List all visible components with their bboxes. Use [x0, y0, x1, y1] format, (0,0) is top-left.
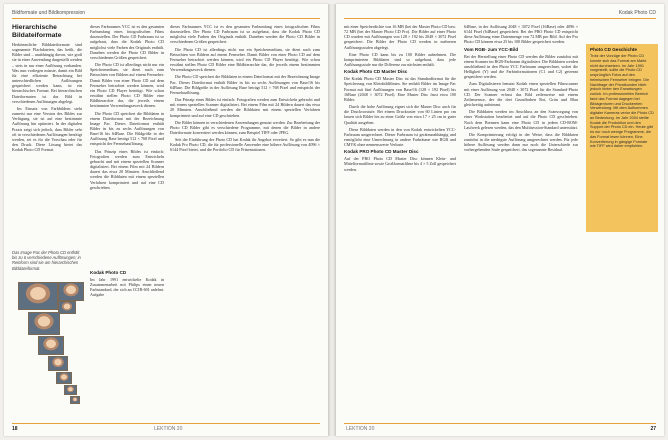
paragraph: dieses Farbraumes YCC ist es den gesamten Farbumfang eines fotografischen Films darzustellen. Der Photo CD Farbraum ist so aufgebaut, dass die Kodak Photo CD möglichst viele Farben des Originals enthält. Daneben werden die Photo CD Bilder in verschiedenen Größen gespeichert. — [170, 24, 320, 45]
right-page — [336, 4, 664, 436]
paragraph: mit einer Speicherdichte von 16 MB (bei der Master Photo CD bzw. 72 MB (bei der Master Photo CD Pro). Die Bilder auf einer Photo CD wurden mit Auflösungen von 128 × 192 bis 2048 × 3072 Pixel gespeichert. Die Bilder der Photo CD werden in mehreren Auflösungsstufen abgelegt. — [344, 24, 456, 50]
photo-thumbnail — [18, 282, 58, 310]
paragraph: Eine Photo CD kann bis zu 100 Bilder aufnehmen. Die komprimierten Bilddaten sind so aufgebaut, dass jede Auflösungsstufe nur die Differenz zur nächsten enthält. — [344, 51, 456, 68]
paragraph: Diese Bilddaten werden in den von Kodak entwickelten YCC-Farbraum umgerechnet. Dieser Farbraum ist geräteunabhängig und ermöglicht eine Umrechnung in andere Farbräume wie RGB und CMYK ohne nennenswerte Verluste. — [344, 126, 456, 148]
paragraph: Die Photo CD ist allerdings nicht nur ein Speichermedium, sie dient auch zum Betrachten von Bildern auf einem Fernseher. Damit Bilder von einer Photo CD auf dem Fernseher betrachtet werden können, wird ein Photo CD Player benötigt. Wie schon erwähnt stellen Photo CD Bilder eine Bildhierarchie dar, die jeweils einem bestimmten Verwendungszweck dienen. — [170, 46, 320, 73]
page-number: 18 — [12, 426, 18, 432]
subheading: Kodak Photo CD Master Disc — [344, 69, 408, 75]
photo-thumbnail — [28, 312, 60, 335]
paragraph: Das Prinzip eines Bildes ist einfach: Fotografien werden zum Entwickeln gebracht und mit einem speziellen Scanner digitalisiert. Bei einem Film mit 24 Bildern dauert das etwa 20 Minuten. Anschließend werden die Bilddaten mit einem speziellen Verfahren komprimiert und auf eine CD geschrieben. — [170, 97, 320, 118]
photo-thumbnail — [64, 385, 77, 395]
sidebar-title: Photo CD Geschichte — [590, 47, 637, 52]
sidebar-body: Trotz der Vorzüge der Photo CD konnte sich das Format am Markt nicht durchsetzen. Im Jahr 1991 vorgestellt, sollte die Photo CD ursprünglich Fotos auf den heimischen Fernseher bringen. Die Nachfrage der Privatkunden blieb jedoch hinter den Erwartungen zurück. Im professionellen Bereich fand das Format dagegen bei Bildagenturen und Druckereien Verwendung. Mit dem Aufkommen digitaler Kameras verlor die Photo CD an Bedeutung. Im Jahr 2004 stellte Kodak die Produktion und den Support der Photo CD ein. Heute gibt es nur noch wenige Programme, die das Format lesen können. Eine Konvertierung in gängige Formate wie TIFF wird daher empfohlen. — [590, 54, 654, 149]
photo-thumbnail — [38, 336, 64, 355]
running-footer: LEKTION 20 — [154, 426, 183, 432]
photo-thumbnail — [58, 282, 84, 301]
page-number: 27 — [650, 426, 656, 432]
paragraph: Auf der PRO Photo CD Master Disc können Klein- und Mittelformatfilme sowie Großformatfilme bis 4 × 5 Zoll gespeichert werden. — [344, 156, 456, 172]
header-rule — [12, 18, 320, 19]
photo-thumbnail — [56, 372, 72, 384]
left-page — [4, 4, 328, 436]
paragraph: Die Bilder können in verschiedenen Anwendungen genutzt werden. Zur Bearbeitung der Photo CD Bilder gibt es verschiedene Programme, mit denen die Bilder in andere Dateiformate konvertiert werden können, zum Beispiel TIFF oder JPEG. — [170, 119, 320, 135]
paragraph: Bei der Herstellung einer Photo CD werden die Bilder zunächst mit einem Scanner im RGB-Farbraum digitalisiert. Die Bilddaten werden anschließend in den Photo YCC Farbraum umgerechnet, wobei die Helligkeit (Y) und die Farbinformationen (C1 und C2) getrennt gespeichert werden. — [464, 53, 578, 80]
paragraph: Die Photo CD speichert die Bilddaten in einem Dateiformat mit der Bezeichnung Image Pac. Dieses Dateiformat enthält Bilder in bis zu sechs Auflösungen von Base/16 bis 64Base. Die Bildgröße in der Auflösung Base beträgt 512 × 768 Pixel und entspricht der Fernsehauflösung. — [90, 110, 164, 147]
paragraph: Zum Digitalisieren benutzt Kodak einen speziellen Filmscanner mit einer Auflösung von 2048 × 3072 Pixel für die Standard-Photo CD. Der Scanner erfasst das Bild zeilenweise mit einem Zeilensensor, der die drei Grundfarben Rot, Grün und Blau gleichzeitig aufnimmt. — [464, 81, 578, 108]
paragraph: dieses Farbraumes YCC ist es den gesamten Farbumfang eines fotografischen Films darzustellen. Der Photo CD Farbraum ist so aufgebaut, dass die Kodak Photo CD möglichst viele Farben des Originals enthält. Daneben werden die Photo CD Bilder in verschiedenen Größen gespeichert. — [90, 24, 164, 60]
left-col-2 — [170, 24, 320, 420]
subheading: Kodak PRO Photo CD Master Disc — [344, 149, 419, 155]
paragraph: Durch die hohe Auflösung eignet sich die Master Disc auch für die Druckvorstufe. Bei einem Druckraster von 60 Linien pro cm lassen sich Bilder bis zu einer Größe von etwa 17 × 25 cm in guter Qualität ausgeben. — [344, 104, 456, 125]
running-footer: LEKTION 20 — [346, 426, 375, 432]
paragraph: Die Photo CD ist allerdings nicht nur ein Speichermedium, sie dient auch zum Betrachten von Bildern auf einem Fernseher. Damit Bilder von einer Photo CD auf dem Fernseher betrachtet werden können, wird ein Photo CD Player benötigt. Wie schon erwähnt stellen Photo CD Bilder eine Bildhierarchie dar, die jeweils einem bestimmten Verwendungszweck dienen. — [90, 62, 164, 109]
image-pac-illustration — [18, 282, 88, 412]
header-rule — [344, 18, 656, 19]
left-col-1b — [90, 268, 164, 328]
section-heading: Hierarchische Bildateiformate — [12, 24, 62, 39]
left-col-1 — [12, 24, 82, 174]
paragraph: Seit der Einführung der Photo CD hat Kodak ihr Angebot erweitert. So gibt es nun die Kodak Pro Photo CD, die für professionelle Anwender eine höhere Auflösung von 4096 × 6144 Pixel bietet, und die Portfolio CD für Präsentationen. — [170, 137, 320, 153]
subheading: Kodak Photo CD — [90, 270, 127, 275]
right-col-2 — [464, 24, 578, 420]
figure-caption: Das Image Pac der Photo CD enthält bis zu 6 verschiedene Auflösungen; in Reinform sind sie am hierarchischen Bilddateiformat. — [12, 250, 81, 271]
photo-thumbnail — [58, 301, 76, 314]
running-header: Kodak Photo CD — [618, 10, 656, 16]
page-gutter — [328, 4, 336, 436]
photo-thumbnail — [48, 356, 68, 371]
subheading: Vom RGB- zum YCC-Bild — [464, 46, 519, 52]
paragraph: 64Base, in der Auflösung 2048 × 3072 Pixel (16Base) oder 4096 × 6144 Pixel (64Base) gespeichert. Bei der PRO Photo CD entspricht diese Auflösung einer Datenmenge von 72 MB pro Bild. Auf der Pro Photo CD können etwa 25 bis 100 Bilder gespeichert werden. — [464, 24, 578, 45]
photo-thumbnail — [70, 396, 80, 404]
footer-rule — [12, 423, 320, 424]
paragraph: Die Komprimierung erfolgt in der Weise, dass die Bilddaten zunächst in die niedrigste Auflösung umgerechnet werden. Für jede höhere Auflösung werden dann nur noch die Unterschiede zur vorhergehenden Stufe gespeichert, das sogenannte Residual. — [464, 131, 578, 153]
left-col-1c — [90, 24, 164, 264]
paragraph: Herkömmliche Bilddateiformate sind sogenannte Flachdateien, das heißt, die Bilder sind – unabhängig davon, wie groß sie in einer Anwendung dargestellt werden – stets in nur einer Auflösung vorhanden. Was nun vorliegen müsste, damit ein Bild für eine effiziente Betrachtung bei unterschiedlichen Auflösungen gespeichert werden kann, ist ein hierarchisches Format. Bei hierarchischen Dateiformaten ist das Bild in verschiedenen Auflösungen abgelegt. — [12, 42, 82, 104]
paragraph: Im Einsatz von Farbbildern steht zumeist nur eine Version des Bildes zur Verfügung, sie ist auf eine bestimmte Auflösung hin optimiert. In der digitalen Praxis zeigt sich jedoch, dass Bilder sehr oft in verschiedenen Auflösungen benötigt werden, sei es für die Vorschau oder für den Druck. Diese Lösung bietet das Kodak Photo CD Format. — [12, 105, 82, 153]
paragraph: Die Kodak Photo CD Master Disc ist das Standardformat für die Speicherung von Kleinbildfilmen. Sie enthält Bilder im Image Pac Format mit fünf Auflösungen von Base/16 (128 × 192 Pixel) bis 16Base (2048 × 3072 Pixel). Eine Master Disc fasst etwa 100 Bilder. — [344, 76, 456, 102]
footer-rule — [344, 423, 656, 424]
paragraph: Im Jahr 1991 entwickelte Kodak in Zusammenarbeit mit Philips einen neuen Farbstandard, der sich an CCIR-601 anlehnt. Aufgabe — [90, 277, 164, 298]
sidebar-box — [586, 44, 658, 232]
paragraph: Die Photo CD speichert die Bilddaten in einem Dateiformat mit der Bezeichnung Image Pac. Dieses Dateiformat enthält Bilder in bis zu sechs Auflösungen von Base/16 bis 64Base. Die Bildgröße in der Auflösung Base beträgt 512 × 768 Pixel und entspricht der Fernsehauflösung. — [170, 74, 320, 95]
paragraph: Die Bilddaten werden im Anschluss an den Scanvorgang von einer Workstation bearbeitet und auf die Photo CD geschrieben. Nach dem Brennen kann eine Photo CD in jedem CD-ROM-Laufwerk gelesen werden, das den Multisession-Standard unterstützt. — [464, 109, 578, 130]
running-header: Bildformate und Bildkompression — [12, 10, 86, 16]
paragraph: Das Prinzip eines Bildes ist einfach: Fotografien werden zum Entwickeln gebracht und mit einem speziellen Scanner digitalisiert. Bei einem Film mit 24 Bildern dauert das etwa 20 Minuten. Anschließend werden die Bilddaten mit einem speziellen Verfahren komprimiert und auf eine CD geschrieben. — [90, 148, 164, 190]
right-col-1 — [344, 24, 456, 420]
